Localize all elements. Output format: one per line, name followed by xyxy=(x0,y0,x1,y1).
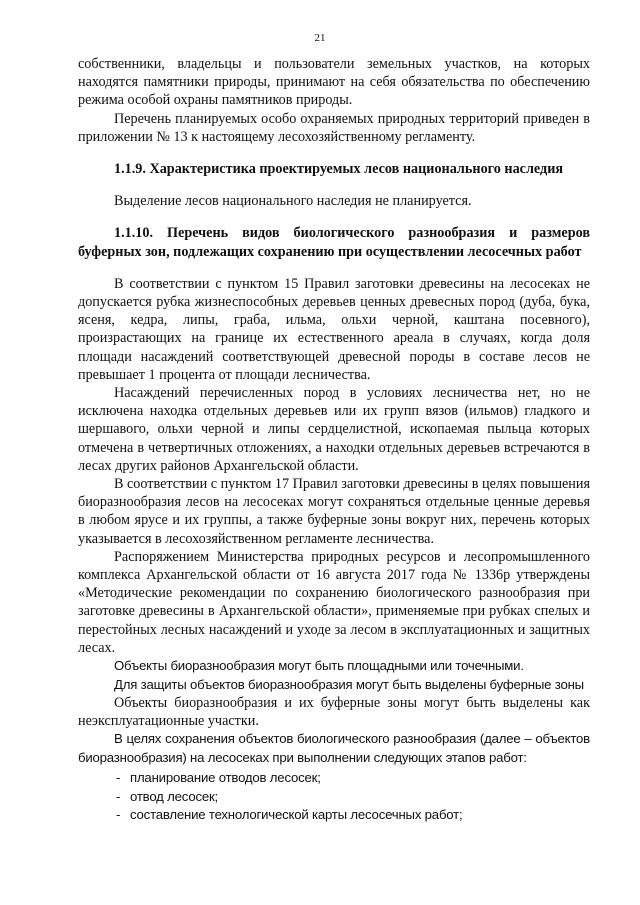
section-heading-1-1-9: 1.1.9. Характеристика проектируемых лесов национального наследия xyxy=(114,161,564,178)
paragraph: Выделение лесов национального наследия не планируется. xyxy=(114,193,472,210)
paragraph: В соответствии с пунктом 17 Правил заготовки древесины в целях повышения биоразнообразия лесов на лесосеках могут сохраняться отдельные ценные деревья в любом ярусе и их группы, а также буферные зоны вокруг них, перечень которых указывается в лесохозяйственном регламенте лесничества. xyxy=(78,476,590,547)
list-item xyxy=(78,806,590,825)
paragraph: Объекты биоразнообразия могут быть площадными или точечными. xyxy=(114,658,524,674)
paragraph: Объекты биоразнообразия и их буферные зоны могут быть выделены как неэксплуатационные участки. xyxy=(78,694,590,730)
paragraph: Для защиты объектов биоразнообразия могут быть выделены буферные зоны xyxy=(114,676,584,692)
list-item xyxy=(78,769,590,788)
paragraph: собственники, владельцы и пользователи земельных участков, на которых находятся памятники природы, принимают на себя обязательства по обеспечению режима особой охраны памятников природы. xyxy=(78,56,590,109)
list-item-text: составление технологической карты лесосечных работ; xyxy=(130,807,463,823)
stages-list xyxy=(78,769,590,825)
dash-bullet: - xyxy=(116,807,121,823)
paragraph: Распоряжением Министерства природных ресурсов и лесопромышленного комплекса Архангельской области от 16 августа 2017 года № 1336р утверждены «Методические рекомендации по сохранению биологического разнообразия при заготовке древесины в Архангельской области», применяемые при рубках спелых и перестойных лесных насаждений и уходе за лесом в эксплуатационных и защитных лесах. xyxy=(78,548,590,656)
paragraph: Перечень планируемых особо охраняемых природных территорий приведен в приложении № 13 к настоящему лесохозяйственному регламенту. xyxy=(78,110,590,145)
document-body xyxy=(78,55,590,825)
paragraph: В соответствии с пунктом 15 Правил заготовки древесины на лесосеках не допускается рубка жизнеспособных деревьев ценных древесных пород (дуба, бука, ясеня, кедра, липы, граба, ильма, ольхи черной, каштана посевного), произрастающих на границе их естественного ареала в случаях, когда доля площади насаждений соответствующей древесной породы в составе лесов не превышает 1 процента от площади лесничества. xyxy=(78,275,590,383)
dash-bullet: - xyxy=(116,770,121,786)
paragraph: В целях сохранения объектов биологического разнообразия (далее – объектов биоразнообразия) на лесосеках при выполнении следующих этапов работ: xyxy=(78,731,590,765)
dash-bullet: - xyxy=(116,788,121,804)
section-heading-1-1-10: 1.1.10. Перечень видов биологического разнообразия и размеров буферных зон, подлежащих сохранению при осуществлении лесосечных работ xyxy=(78,225,590,260)
list-item-text: отвод лесосек; xyxy=(130,788,219,804)
list-item-text: планирование отводов лесосек; xyxy=(130,770,321,786)
list-item xyxy=(78,788,590,807)
page-number: 21 xyxy=(314,32,326,44)
paragraph: Насаждений перечисленных пород в условиях лесничества нет, но не исключена находка отдельных деревьев или их групп вязов (ильмов) гладкого и шершавого, ольхи черной и липы сердцелистной, ископаемая пыльца которых отмечена в четвертичных отложениях, а находки отдельных деревьев встречаются в лесах других районов Архангельской области. xyxy=(78,385,590,474)
